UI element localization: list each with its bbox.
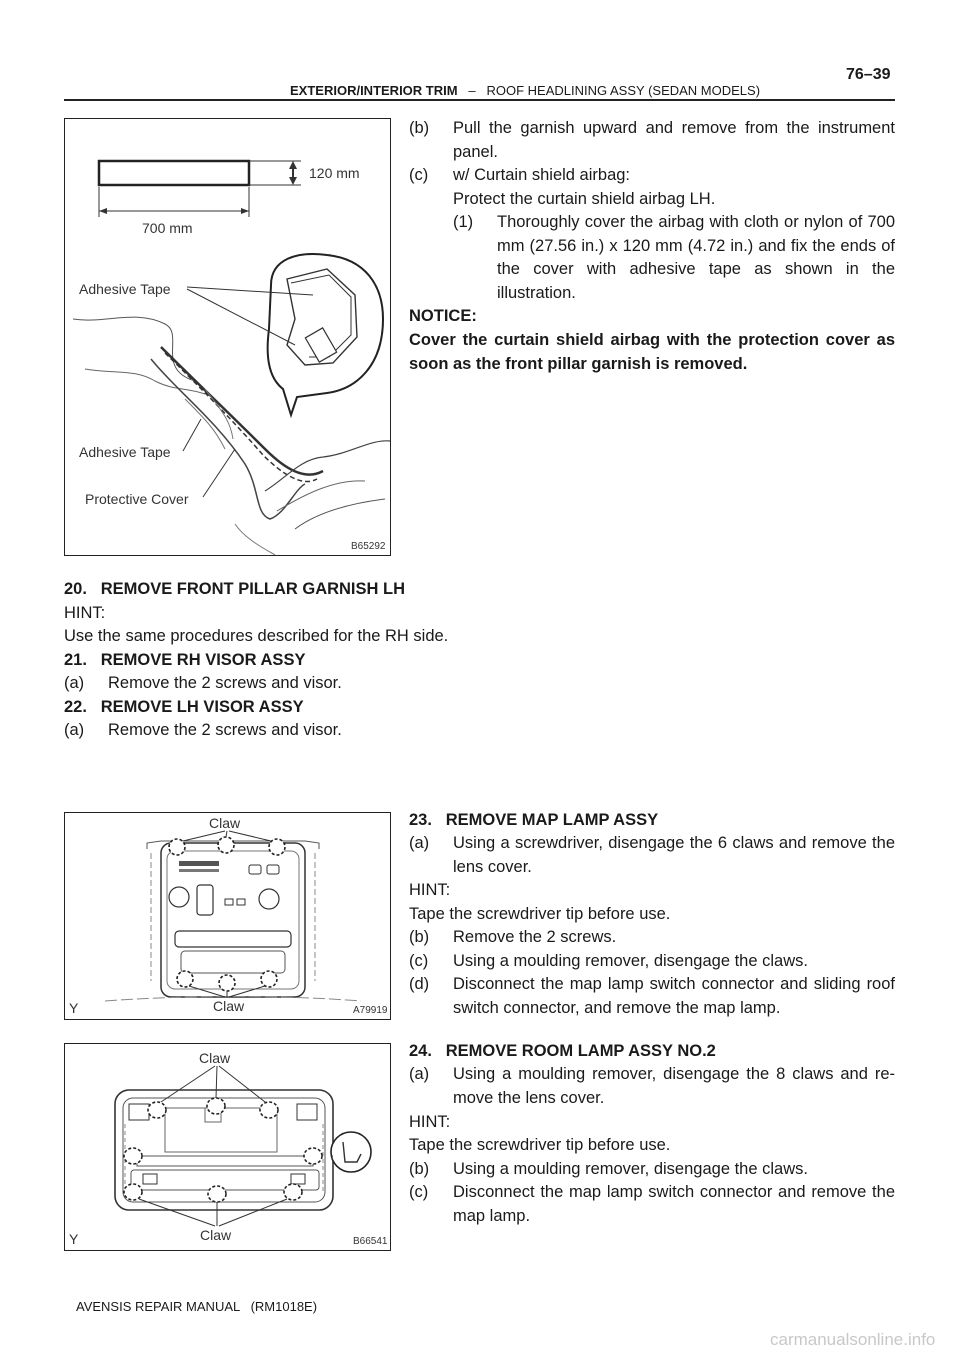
watermark: carmanualsonline.info	[770, 1330, 936, 1349]
step-text: Using a moulding remover, disengage the claws.	[453, 1160, 808, 1178]
section-24-hint-text: Tape the screwdriver tip before use.	[409, 1136, 671, 1154]
section-21-title: 21. REMOVE RH VISOR ASSY	[64, 651, 306, 669]
step-label: (a)	[64, 721, 85, 739]
section-23-title: 23. REMOVE MAP LAMP ASSY	[409, 811, 659, 829]
label-protective-cover: Protective Cover	[85, 491, 189, 507]
figure-id: B66541	[353, 1236, 388, 1247]
step-text: Using a screwdriver, disengage the 6 claws and remove the lens cover.	[453, 834, 895, 876]
step-text: Remove the 2 screws.	[453, 928, 617, 946]
page-number: 76–39	[846, 66, 891, 83]
header-separator: –	[468, 83, 476, 98]
figure-mark: Y	[69, 1000, 79, 1016]
dim-width-label: 700 mm	[142, 220, 193, 236]
section-24-hint: HINT:	[409, 1113, 451, 1131]
section-24-title: 24. REMOVE ROOM LAMP ASSY NO.2	[409, 1042, 716, 1060]
step-text: Remove the 2 screws and visor.	[108, 674, 342, 692]
figure-mark: Y	[69, 1231, 79, 1247]
step-text: Using a moulding remover, disengage the claws.	[453, 952, 808, 970]
step-label: (c)	[409, 952, 429, 970]
notice-title: NOTICE:	[409, 307, 477, 325]
step-c-line1: w/ Curtain shield airbag:	[453, 166, 631, 184]
section-23-hint: HINT:	[409, 881, 451, 899]
section-20-hint-text: Use the same procedures described for the RH side.	[64, 627, 449, 645]
footer-manual-id: AVENSIS REPAIR MANUAL (RM1018E)	[76, 1299, 318, 1314]
step-text: Thoroughly cover the airbag with cloth or nylon of 700 mm (27.56 in.) x 120 mm (4.72 in.) and fix the ends of the cover with adhesive tape as shown in the illustration.	[497, 213, 895, 302]
step-text: Disconnect the map lamp switch connector and sliding roof switch connector, and remove the map lamp.	[453, 975, 895, 1017]
label-claw-bottom: Claw	[213, 998, 245, 1014]
label-adhesive-tape-bottom: Adhesive Tape	[79, 444, 171, 460]
header-subsection: ROOF HEADLINING ASSY (SEDAN MODELS)	[486, 83, 761, 98]
label-claw-top: Claw	[199, 1050, 231, 1066]
header-rule	[64, 99, 895, 101]
step-label: (1)	[453, 213, 474, 231]
step-text: Pull the garnish upward and remove from the instrument panel.	[453, 119, 895, 161]
figure-airbag-cover	[64, 118, 391, 556]
step-label: (b)	[409, 1160, 430, 1178]
section-22-title: 22. REMOVE LH VISOR ASSY	[64, 698, 304, 716]
step-text: Disconnect the map lamp switch connector and remove the map lamp.	[453, 1183, 895, 1225]
label-claw-bottom: Claw	[200, 1227, 232, 1243]
section-23-hint-text: Tape the screwdriver tip before use.	[409, 905, 671, 923]
step-text	[453, 164, 895, 211]
step-label: (a)	[409, 1065, 430, 1083]
step-label: (a)	[64, 674, 85, 692]
step-label: (c)	[409, 1183, 429, 1201]
step-label: (d)	[409, 975, 430, 993]
label-claw-top: Claw	[209, 815, 241, 831]
step-c-line2: Protect the curtain shield airbag LH.	[453, 189, 716, 208]
figure-id: A79919	[353, 1005, 388, 1016]
step-label: (c)	[409, 166, 429, 184]
header-section: EXTERIOR/INTERIOR TRIM	[290, 83, 458, 98]
section-20-title: 20. REMOVE FRONT PILLAR GARNISH LH	[64, 580, 406, 598]
label-adhesive-tape-top: Adhesive Tape	[79, 281, 171, 297]
figure-id: B65292	[351, 541, 386, 552]
step-text: Using a moulding remover, disengage the 8 claws and re- move the lens cover.	[453, 1065, 895, 1107]
section-20-hint: HINT:	[64, 604, 106, 622]
step-label: (b)	[409, 119, 430, 137]
page-header	[290, 83, 760, 98]
figure-map-lamp	[64, 812, 391, 1020]
notice-text: Cover the curtain shield airbag with the protection cover as soon as the front pillar garnish is removed.	[409, 331, 895, 373]
dim-height-label: 120 mm	[309, 165, 360, 181]
figure-room-lamp	[64, 1043, 391, 1251]
step-text: Remove the 2 screws and visor.	[108, 721, 342, 739]
step-label: (a)	[409, 834, 430, 852]
step-label: (b)	[409, 928, 430, 946]
